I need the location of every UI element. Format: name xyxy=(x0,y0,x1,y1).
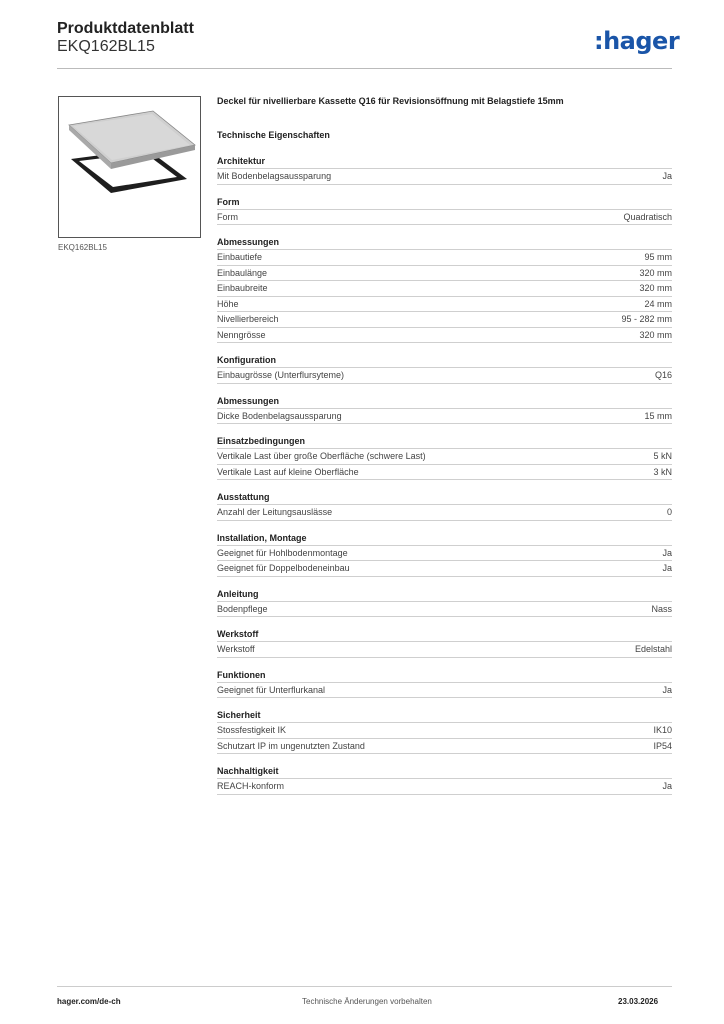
spec-row xyxy=(217,408,672,425)
header-divider xyxy=(57,68,672,69)
spec-value: 95 mm xyxy=(644,252,672,262)
spec-value: Ja xyxy=(662,171,672,181)
cover-plate-icon xyxy=(59,97,200,237)
spec-label: Nivellierbereich xyxy=(217,314,279,324)
spec-label: Form xyxy=(217,211,238,222)
spec-section xyxy=(217,627,672,658)
spec-section xyxy=(217,764,672,795)
spec-section xyxy=(217,353,672,384)
spec-value: Nass xyxy=(651,603,672,614)
page-title: Produktdatenblatt xyxy=(57,20,194,37)
spec-section xyxy=(217,235,672,343)
spec-value: Q16 xyxy=(654,370,672,380)
image-caption: EKQ162BL15 xyxy=(58,243,107,252)
spec-section xyxy=(217,394,672,425)
product-image xyxy=(58,96,201,238)
spec-row xyxy=(217,327,672,344)
spec-label: Werkstoff xyxy=(217,644,255,654)
spec-row xyxy=(217,168,672,185)
section-title: Abmessungen xyxy=(217,395,280,406)
spec-value: 320 mm xyxy=(639,267,672,278)
spec-label: Schutzart IP im ungenutzten Zustand xyxy=(217,740,365,751)
section-title: Abmessungen xyxy=(217,237,280,247)
spec-label: Höhe xyxy=(217,298,239,309)
section-title: Werkstoff xyxy=(217,629,259,639)
section-title: Ausstattung xyxy=(217,492,270,502)
spec-value: IK10 xyxy=(653,725,672,735)
spec-row xyxy=(217,311,672,327)
spec-row xyxy=(217,448,672,464)
spec-value: 320 mm xyxy=(639,329,672,340)
spec-section xyxy=(217,154,672,185)
spec-row xyxy=(217,504,672,521)
spec-label: Einbaubreite xyxy=(217,283,268,293)
spec-row xyxy=(217,738,672,755)
spec-row xyxy=(217,722,672,738)
spec-value: Ja xyxy=(662,563,672,573)
spec-row xyxy=(217,778,672,795)
spec-section xyxy=(217,668,672,699)
spec-row xyxy=(217,265,672,281)
spec-label: Stossfestigkeit IK xyxy=(217,725,287,735)
spec-value: Ja xyxy=(662,781,672,791)
spec-label: Geeignet für Unterflurkanal xyxy=(217,684,326,695)
spec-row xyxy=(217,249,672,265)
footer-website[interactable]: hager.com/de-ch xyxy=(57,997,121,1006)
spec-label: Vertikale Last über große Oberfläche (schwere Last) xyxy=(217,451,426,461)
spec-label: Vertikale Last auf kleine Oberfläche xyxy=(217,466,359,477)
spec-row xyxy=(217,209,672,226)
product-code: EKQ162BL15 xyxy=(57,38,155,55)
hager-logo: :hager xyxy=(594,27,680,55)
footer-notice: Technische Änderungen vorbehalten xyxy=(302,997,432,1006)
spec-label: Einbaugrösse (Unterflursyteme) xyxy=(217,370,345,380)
section-title: Funktionen xyxy=(217,669,266,680)
spec-label: Nenngrösse xyxy=(217,329,266,340)
spec-value: 0 xyxy=(666,507,672,517)
spec-section xyxy=(217,195,672,226)
section-title: Konfiguration xyxy=(217,355,276,365)
spec-section xyxy=(217,531,672,577)
spec-value: 95 - 282 mm xyxy=(621,314,672,324)
spec-label: Einbaulänge xyxy=(217,267,268,278)
section-title: Anleitung xyxy=(217,588,259,599)
spec-row xyxy=(217,560,672,577)
tech-heading: Technische Eigenschaften xyxy=(217,130,330,140)
spec-row xyxy=(217,367,672,384)
spec-value: 15 mm xyxy=(644,410,672,421)
section-title: Installation, Montage xyxy=(217,532,307,543)
spec-label: Mit Bodenbelagsaussparung xyxy=(217,171,332,181)
spec-value: 3 kN xyxy=(653,466,672,477)
spec-row xyxy=(217,641,672,658)
spec-value: 5 kN xyxy=(653,451,672,461)
spec-value: Ja xyxy=(662,547,672,558)
spec-label: REACH-konform xyxy=(217,781,285,791)
spec-value: 320 mm xyxy=(639,283,672,293)
spec-value: IP54 xyxy=(653,740,672,751)
section-title: Nachhaltigkeit xyxy=(217,766,279,776)
spec-value: Quadratisch xyxy=(623,211,672,222)
spec-row xyxy=(217,682,672,699)
section-title: Form xyxy=(217,196,240,207)
spec-row xyxy=(217,545,672,561)
spec-label: Einbautiefe xyxy=(217,252,263,262)
section-title: Architektur xyxy=(217,156,266,166)
spec-value: Edelstahl xyxy=(634,644,672,654)
spec-section xyxy=(217,434,672,480)
section-title: Sicherheit xyxy=(217,710,261,720)
spec-row xyxy=(217,280,672,296)
footer-divider xyxy=(57,986,672,987)
spec-label: Geeignet für Doppelbodeneinbau xyxy=(217,563,350,573)
product-description: Deckel für nivellierbare Kassette Q16 für Revisionsöffnung mit Belagstiefe 15mm xyxy=(217,96,564,106)
spec-label: Geeignet für Hohlbodenmontage xyxy=(217,547,348,558)
section-title: Einsatzbedingungen xyxy=(217,436,306,446)
spec-value: Ja xyxy=(662,684,672,695)
spec-section xyxy=(217,587,672,618)
spec-label: Anzahl der Leitungsauslässe xyxy=(217,507,333,517)
spec-row xyxy=(217,464,672,481)
spec-label: Bodenpflege xyxy=(217,603,268,614)
spec-label: Dicke Bodenbelagsaussparung xyxy=(217,410,342,421)
spec-table xyxy=(217,154,672,805)
spec-value: 24 mm xyxy=(644,298,672,309)
spec-row xyxy=(217,296,672,312)
spec-section xyxy=(217,708,672,754)
spec-row xyxy=(217,601,672,618)
spec-section xyxy=(217,490,672,521)
footer-date: 23.03.2026 xyxy=(618,997,659,1006)
